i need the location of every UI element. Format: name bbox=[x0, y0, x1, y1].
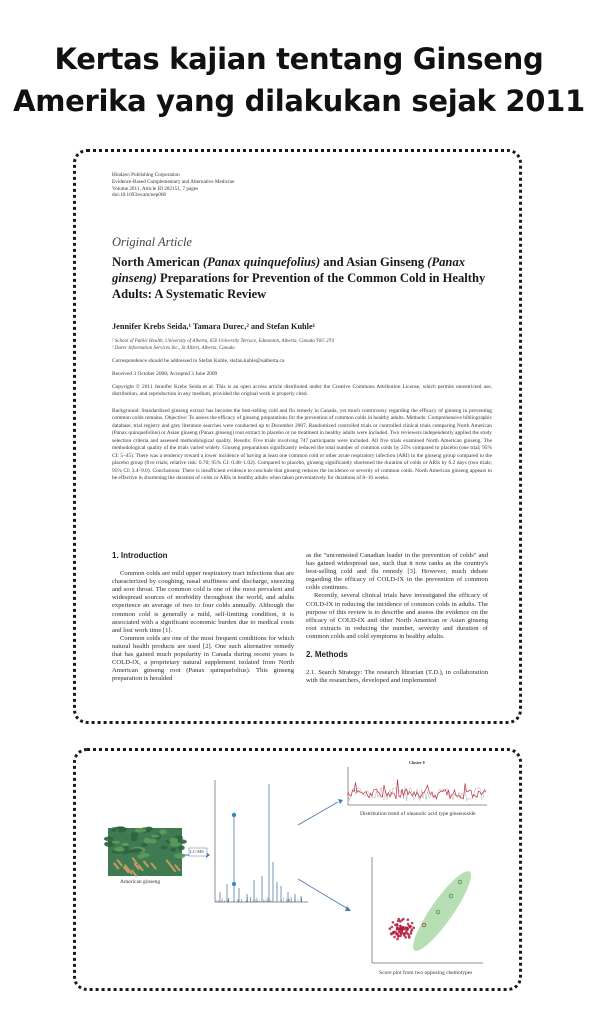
title-part: Preparations for Prevention of the Common Cold in Healthy Adults: A Systematic Review bbox=[112, 271, 486, 302]
score-point bbox=[404, 932, 407, 935]
methods-paragraph: 2.1. Search Strategy: The research librarian (T.D.), in collaboration with the researchers, developed and implemented bbox=[306, 669, 488, 685]
article-type: Original Article bbox=[112, 235, 192, 250]
leaf bbox=[159, 829, 167, 834]
score-point bbox=[407, 933, 410, 936]
score-point bbox=[396, 933, 399, 936]
score-point bbox=[399, 928, 402, 931]
title-part: and Asian Ginseng bbox=[320, 255, 428, 270]
publisher-line: Hindawi Publishing Corporation bbox=[112, 172, 180, 178]
score-point bbox=[411, 922, 414, 925]
score-plot bbox=[372, 857, 483, 963]
leaf bbox=[141, 843, 148, 847]
leaf bbox=[132, 848, 143, 853]
volume-line: Volume 2011, Article ID 282151, 7 pages bbox=[112, 185, 199, 192]
intro-paragraph-1: Common colds are mild upper respiratory tract infections that are characterized by coughing, nasal stuffiness and discharge, sneezing and sore throat. The common cold is one of the most prevalent and widespread sources of morbidity throughout the world, and adults experience an average of two to four colds annually. Although the common cold is generally a mild, self-limiting condition, it is associated with a significant economic burden due to medical costs and lost work time [1]. bbox=[112, 570, 294, 634]
highlight-peak-marker bbox=[232, 813, 236, 817]
score-point bbox=[406, 928, 409, 931]
score-point bbox=[396, 927, 399, 930]
intro-paragraph-3: as the "uncontested Canadian leader in the prevention of colds" and has gained widespread use, such that it now ranks as the country's best-selling cold and flu remedy [3]. However, much debate regarding the efficacy of COLD-fX in the prevention of common colds continues. bbox=[306, 552, 488, 592]
confidence-ellipse bbox=[405, 865, 478, 956]
title-part: North American bbox=[112, 255, 203, 270]
distribution-trend-chart bbox=[348, 767, 487, 805]
score-point bbox=[389, 927, 392, 930]
score-point bbox=[390, 933, 393, 936]
leaf bbox=[135, 828, 147, 833]
ginseng-photo bbox=[104, 826, 187, 876]
research-paper-page bbox=[112, 172, 492, 685]
trend-background-lines bbox=[348, 787, 486, 801]
highlight-peak-marker bbox=[232, 882, 236, 886]
received-dates: Received 3 October 2008; Accepted 3 June 2009 bbox=[112, 371, 218, 378]
score-point bbox=[397, 918, 400, 921]
leaf bbox=[178, 845, 185, 850]
arrow-to-trend bbox=[298, 802, 338, 825]
headline-line-1: Kertas kajian tentang Ginseng bbox=[54, 42, 544, 76]
leaf bbox=[104, 837, 114, 841]
arrow-to-score bbox=[298, 879, 348, 909]
score-point bbox=[409, 925, 412, 928]
left-column bbox=[112, 552, 294, 683]
arrowhead bbox=[338, 799, 343, 804]
right-column bbox=[306, 552, 488, 685]
leaf bbox=[151, 834, 159, 837]
publisher-info bbox=[112, 172, 492, 199]
trend-caption: Distribution trend of oleanolic acid type ginsenoside bbox=[360, 811, 476, 817]
score-point bbox=[392, 931, 395, 934]
intro-paragraph-4: Recently, several clinical trials have investigated the efficacy of COLD-fX in reducing the incidence of common colds in adults. The purpose of this review is to describe and assess the evidence on the efficacy of COLD-fX and other North American or Asian ginseng root extracts in reducing the number, severity and duration of common colds and cold symptoms in healthy adults. bbox=[306, 592, 488, 640]
leaf bbox=[122, 851, 129, 854]
score-points bbox=[389, 918, 415, 941]
copyright-notice: Copyright © 2011 Jennifer Krebs Seida et al. This is an open access article distributed under the Creative Commons Attribution License, which permits unrestricted use, distribution, and reproduction in any medium, provided the original work is properly cited. bbox=[112, 384, 492, 398]
headline bbox=[0, 38, 598, 122]
headline-line-2: Amerika yang dilakukan sejak 2011 bbox=[13, 84, 585, 118]
analysis-figure bbox=[76, 751, 519, 988]
paper-title bbox=[112, 254, 492, 302]
photo-caption: American ginseng bbox=[120, 879, 161, 885]
score-point bbox=[396, 923, 399, 926]
leaf bbox=[174, 853, 185, 858]
score-point bbox=[399, 935, 402, 938]
leaf bbox=[130, 832, 138, 837]
score-point bbox=[406, 918, 409, 921]
score-point bbox=[403, 934, 406, 937]
affiliation-2: ² Durec Information Services Inc., St Albert, Alberta, Canada bbox=[112, 346, 235, 352]
arrowhead bbox=[345, 906, 351, 911]
score-point bbox=[402, 918, 405, 921]
methods-heading: 2. Methods bbox=[306, 650, 348, 660]
abstract: Background: Standardized ginseng extract has become the best-selling cold and flu remedy in Canada, yet much controversy regarding the efficacy of ginseng in preventing common colds remains. Objective: To assess the efficacy of ginseng preparations for the prevention of common colds in healthy adults. Methods: Comprehensive bibliographic database, trial registry and grey literature searches were conducted up to December 2007. Randomized controlled trials or controlled clinical trials comparing North American (Panax quinquefolius) or Asian ginseng (Panax ginseng) root extract to placebo or no treatment in healthy adults were included. Two reviewers independently applied the study selection criteria and assessed methodological quality. Results: Five trials involving 747 participants were included. All five trials examined North American ginseng. The methodological quality of the trials varied widely. Ginseng preparations significantly reduced the total number of common colds by 25% compared to placebo (one trial; 95% CI: 5–45). There was a tendency toward a lower incidence of having at least one common cold or other acute respiratory infection (ARI) in the ginseng group compared to the placebo group (five trials; relative risk: 0.70; 95% CI: 0.48–1.02). Compared to placebo, ginseng significantly shortened the duration of colds or ARIs by 6.2 days (two trials; 95% CI: 3.4–9.0). Conclusions: There is insufficient evidence to conclude that ginseng reduces the incidence or severity of common colds. North American ginseng appears to be effective in shortening the duration of colds or ARIs in healthy adults when taken preventatively for durations of 8–16 weeks. bbox=[112, 407, 492, 482]
analysis-figure-graphic bbox=[76, 751, 519, 988]
spectrum-peaks bbox=[217, 784, 302, 902]
trend-title: Cluster 0 bbox=[409, 760, 425, 765]
title-species-2: (Panax ginseng) bbox=[112, 255, 466, 286]
score-point bbox=[392, 921, 395, 924]
leaf bbox=[111, 828, 118, 832]
doi-line: doi:10.1093/ecam/nep068 bbox=[112, 192, 167, 199]
leaf bbox=[140, 853, 150, 857]
score-point bbox=[412, 926, 415, 929]
intro-heading: 1. Introduction bbox=[112, 551, 168, 560]
score-point bbox=[399, 925, 402, 928]
score-caption: Score plot from two opposing chemotypes bbox=[379, 970, 473, 976]
leaf bbox=[114, 847, 124, 852]
leaf bbox=[121, 843, 129, 846]
leaf bbox=[112, 841, 120, 844]
affiliation-1: ¹ School of Public Health, University of Alberta, 650 University Terrace, Edmonton, Alberta, Canada T6G 2T4 bbox=[112, 339, 334, 345]
score-point bbox=[396, 938, 399, 941]
title-species-1: (Panax quinquefolius) bbox=[202, 255, 321, 270]
authors: Jennifer Krebs Seida,¹ Tamara Durec,² and Stefan Kuhle¹ bbox=[112, 322, 316, 332]
correspondence: Correspondence should be addressed to Stefan Kuhle, stefan.kuhle@ualberta.ca bbox=[112, 358, 285, 365]
leaf bbox=[144, 838, 151, 844]
lcms-label: LC-MS bbox=[190, 849, 204, 854]
score-point bbox=[399, 920, 402, 923]
lc-ms-spectrum bbox=[215, 780, 308, 902]
intro-paragraph-2: Common colds are one of the most frequent conditions for which natural health products are used [2]. One such alternative remedy that has gained much popularity in Canada during recent years is COLD-fX, a proprietary natural supplement isolated from North American ginseng root (Panax quinquefolius). This ginseng preparation is heralded bbox=[112, 634, 294, 683]
score-point bbox=[407, 923, 410, 926]
leaf bbox=[161, 846, 168, 850]
affiliations bbox=[112, 338, 492, 352]
leaf bbox=[170, 848, 176, 852]
score-point bbox=[397, 935, 400, 938]
journal-line: Evidence-Based Complementary and Alternative Medicine bbox=[112, 178, 235, 185]
score-point bbox=[410, 930, 413, 933]
score-point bbox=[393, 936, 396, 939]
score-point bbox=[391, 926, 394, 929]
